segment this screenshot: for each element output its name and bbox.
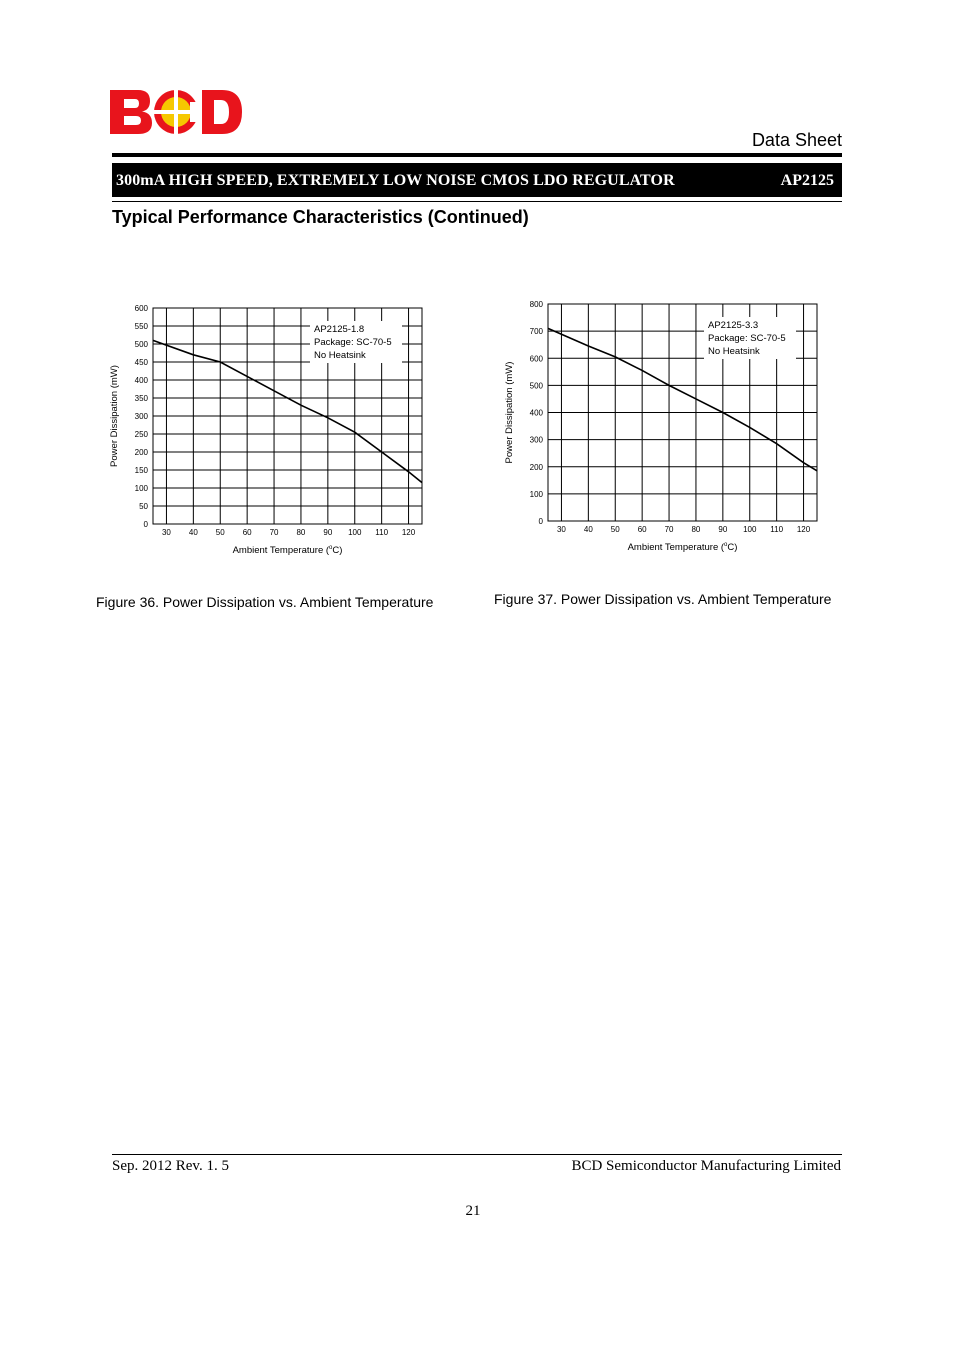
x-tick-label: 30 — [161, 528, 171, 537]
part-number: AP2125 — [780, 172, 834, 189]
footer-date-rev: Sep. 2012 Rev. 1. 5 — [112, 1158, 229, 1174]
x-tick-label: 80 — [691, 525, 701, 534]
annotation-line: Package: SC-70-5 — [314, 337, 392, 348]
y-axis-label: Power Dissipation (mW) — [109, 365, 120, 467]
y-tick-label: 300 — [134, 412, 148, 421]
y-tick-label: 200 — [529, 462, 543, 472]
x-axis-label: Ambient Temperature ($^o$C) — [627, 542, 738, 553]
y-tick-label: 400 — [529, 408, 543, 418]
bcd-logo — [110, 88, 242, 136]
x-tick-label: 60 — [242, 528, 252, 537]
x-tick-label: 100 — [348, 528, 362, 537]
figure-caption: Figure 37. Power Dissipation vs. Ambient Temperature — [494, 591, 832, 607]
title-underline — [112, 201, 842, 202]
title-bar — [112, 163, 842, 197]
y-tick-label: 100 — [134, 484, 148, 493]
x-tick-label: 100 — [743, 525, 757, 534]
x-tick-label: 70 — [269, 528, 279, 537]
x-tick-label: 50 — [215, 528, 225, 537]
x-tick-label: 60 — [637, 525, 647, 534]
y-tick-label: 250 — [134, 430, 148, 439]
x-tick-label: 70 — [664, 525, 674, 534]
x-axis-label: Ambient Temperature ($^o$C) — [232, 545, 343, 556]
y-tick-label: 500 — [529, 381, 543, 391]
x-tick-label: 40 — [583, 525, 593, 534]
y-tick-label: 0 — [143, 520, 148, 529]
y-tick-label: 50 — [139, 502, 148, 511]
y-tick-label: 0 — [538, 517, 543, 526]
y-tick-label: 200 — [134, 448, 148, 457]
annotation-line: No Heatsink — [314, 350, 366, 361]
x-tick-label: 90 — [718, 525, 728, 534]
y-tick-label: 600 — [134, 304, 148, 313]
y-tick-label: 100 — [529, 489, 543, 499]
section-title: Typical Performance Characteristics (Continued) — [112, 207, 529, 227]
x-tick-label: 90 — [323, 528, 333, 537]
y-tick-label: 800 — [529, 300, 543, 309]
x-tick-label: 80 — [296, 528, 306, 537]
doc-title: 300mA HIGH SPEED, EXTREMELY LOW NOISE CMOS LDO REGULATOR — [116, 172, 675, 189]
y-tick-label: 150 — [134, 466, 148, 475]
y-tick-label: 300 — [529, 435, 543, 445]
annotation-line: No Heatsink — [708, 346, 760, 357]
x-tick-label: 110 — [770, 525, 784, 534]
y-tick-label: 350 — [134, 394, 148, 403]
x-tick-label: 30 — [556, 525, 566, 534]
figure-caption: Figure 36. Power Dissipation vs. Ambient Temperature — [96, 594, 434, 610]
x-tick-label: 120 — [796, 525, 811, 534]
y-tick-label: 700 — [529, 327, 543, 337]
page-number: 21 — [465, 1203, 481, 1219]
annotation-line: AP2125-3.3 — [708, 320, 759, 331]
x-tick-label: 50 — [610, 525, 620, 534]
x-tick-label: 120 — [401, 528, 416, 537]
y-tick-label: 400 — [134, 376, 148, 385]
y-tick-label: 600 — [529, 354, 543, 364]
x-tick-label: 40 — [188, 528, 198, 537]
doc-type-label: Data Sheet — [751, 130, 842, 150]
chart-figure-36 — [90, 295, 460, 620]
header-rule — [112, 153, 842, 157]
annotation-line: Package: SC-70-5 — [708, 333, 786, 344]
annotation-line: AP2125-1.8 — [314, 324, 365, 335]
y-tick-label: 500 — [134, 340, 148, 349]
chart-figure-37 — [488, 292, 858, 617]
footer-rule — [112, 1154, 842, 1155]
x-tick-label: 110 — [375, 528, 389, 537]
y-axis-label: Power Dissipation (mW) — [504, 361, 515, 464]
footer-company: BCD Semiconductor Manufacturing Limited — [571, 1158, 841, 1174]
y-tick-label: 550 — [134, 322, 148, 331]
y-tick-label: 450 — [134, 358, 148, 367]
